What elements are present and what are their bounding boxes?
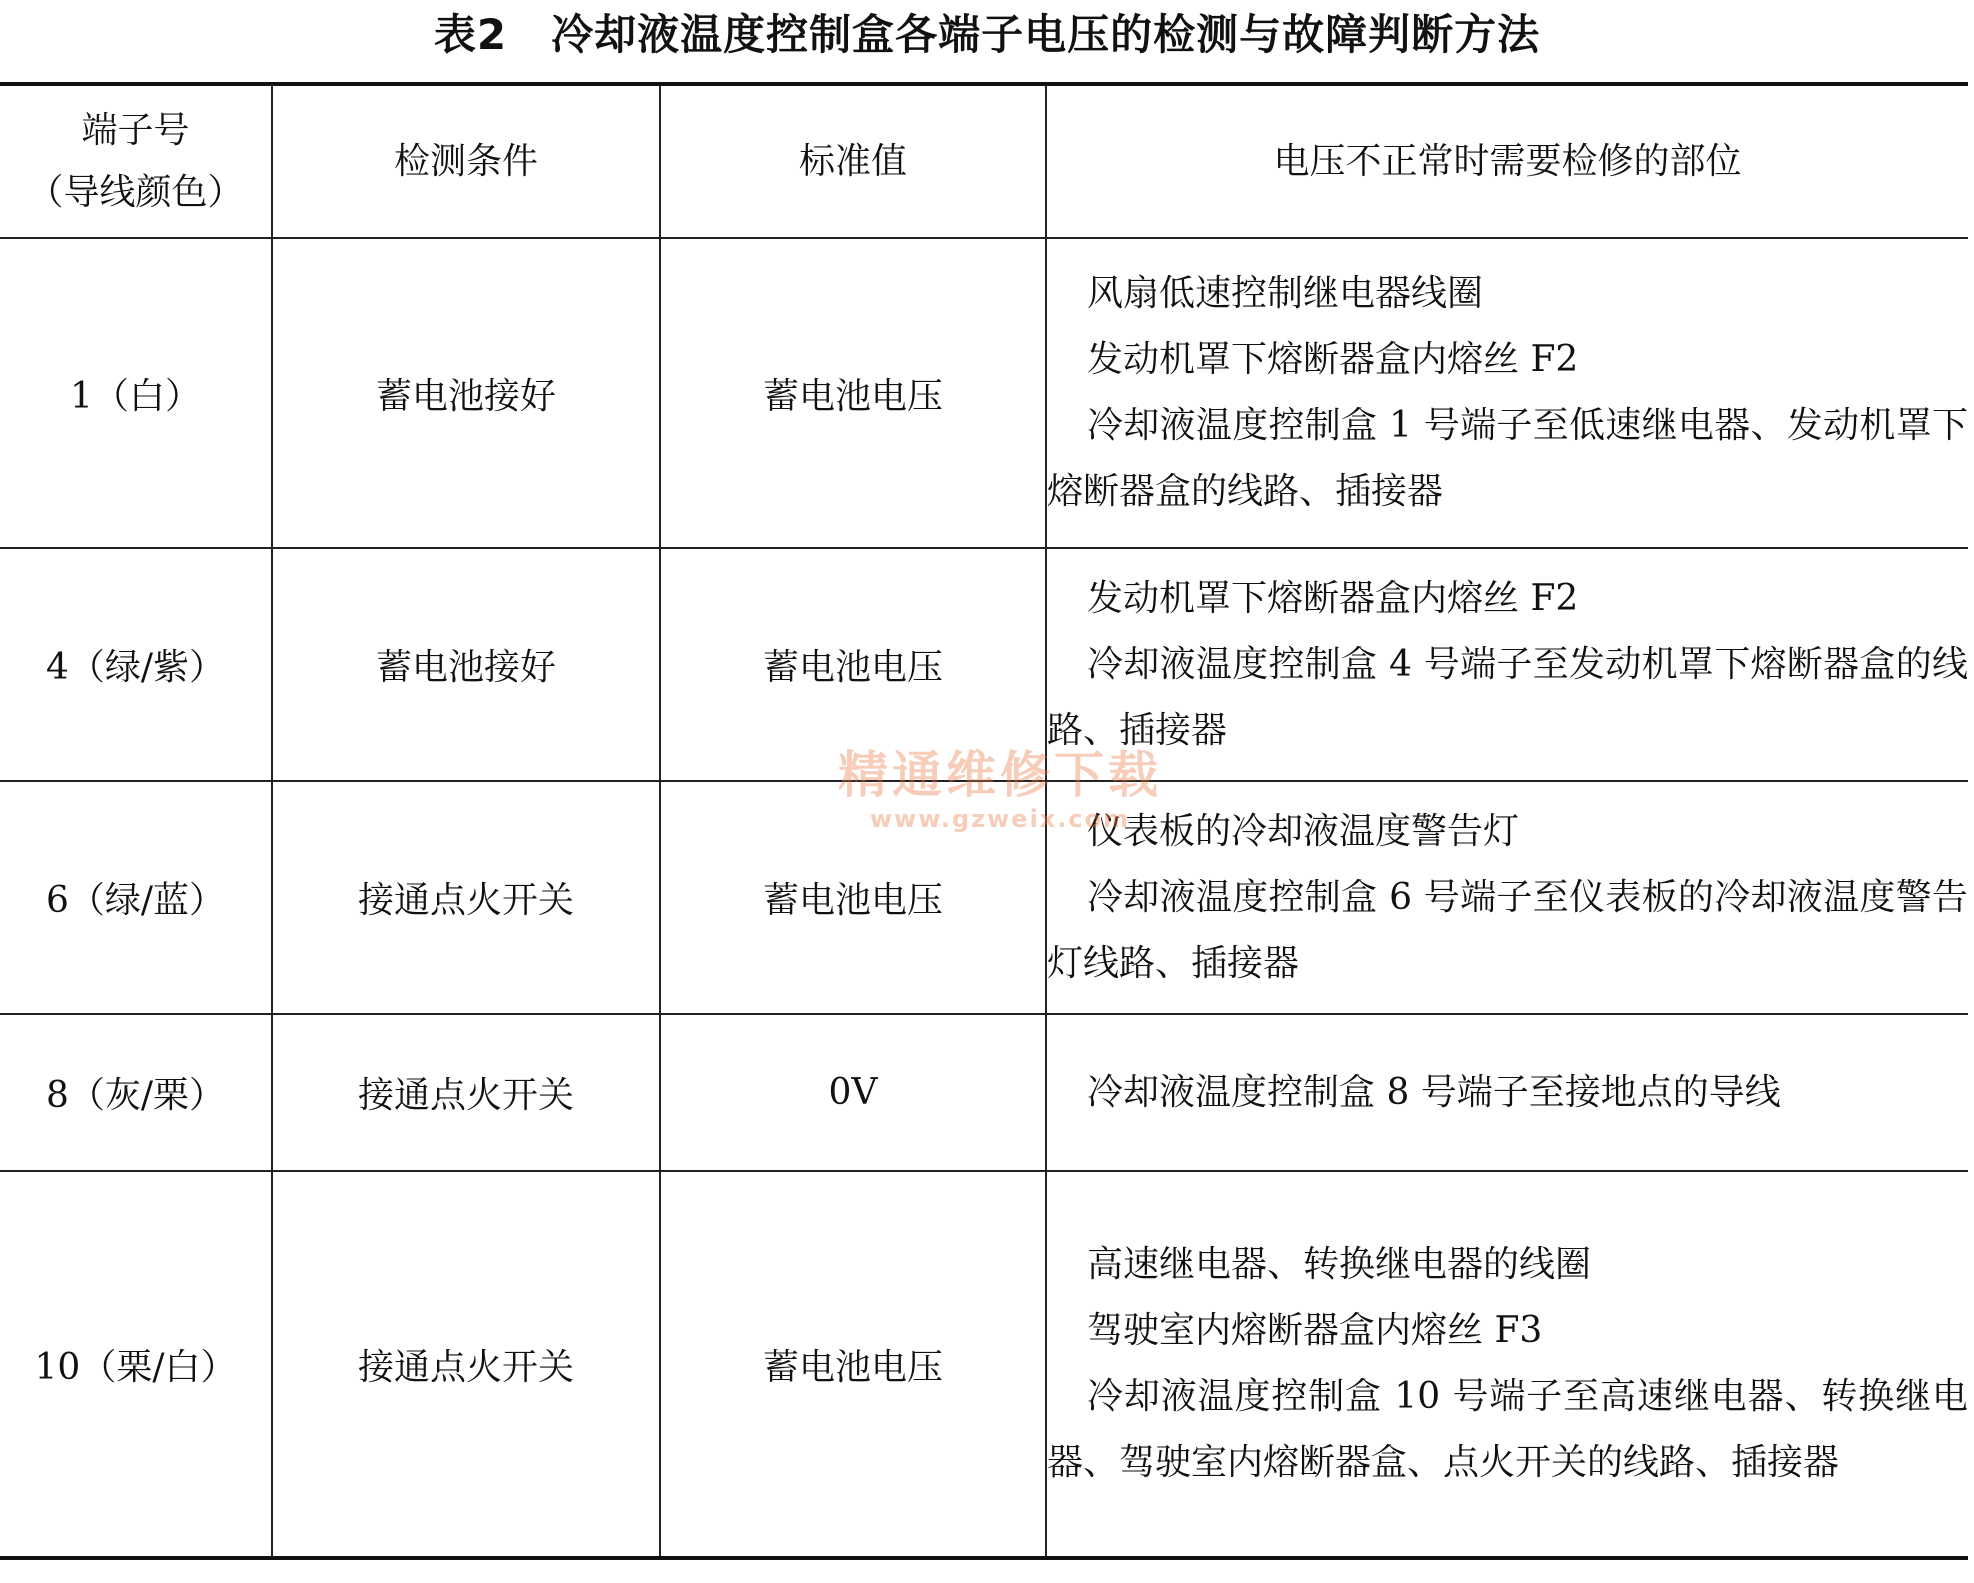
cell-repair [1046,1171,1968,1558]
header-terminal-line2: （导线颜色） [27,171,244,213]
table-title-label: 表2 [433,10,508,59]
cell-terminal: 4（绿/紫） [0,548,272,781]
cell-standard: 蓄电池电压 [660,1171,1046,1558]
repair-item: 冷却液温度控制盒 4 号端子至发动机罩下熔断器盒的线路、插接器 [1047,643,1968,751]
cell-standard: 蓄电池电压 [660,238,1046,548]
voltage-diagnosis-table [0,82,1968,1560]
cell-repair [1046,1014,1968,1171]
cell-standard: 蓄电池电压 [660,781,1046,1014]
cell-condition: 蓄电池接好 [272,548,660,781]
header-terminal [0,84,272,238]
cell-standard: 0V [660,1014,1046,1171]
cell-repair [1046,238,1968,548]
cell-standard: 蓄电池电压 [660,548,1046,781]
repair-item: 发动机罩下熔断器盒内熔丝 F2 [1087,339,1579,380]
cell-condition: 接通点火开关 [272,1014,660,1171]
repair-item: 冷却液温度控制盒 8 号端子至接地点的导线 [1087,1071,1781,1113]
table-title-text: 冷却液温度控制盒各端子电压的检测与故障判断方法 [551,10,1541,59]
cell-terminal: 6（绿/蓝） [0,781,272,1014]
header-repair: 电压不正常时需要检修的部位 [1046,84,1968,238]
cell-terminal: 10（栗/白） [0,1171,272,1558]
cell-terminal: 8（灰/栗） [0,1014,272,1171]
repair-item: 仪表板的冷却液温度警告灯 [1087,810,1520,852]
header-terminal-line1: 端子号 [81,109,190,151]
cell-terminal: 1（白） [0,238,272,548]
table-row [0,1171,1968,1558]
header-condition: 检测条件 [272,84,660,238]
repair-item: 风扇低速控制继电器线圈 [1087,273,1484,314]
table-header-row [0,84,1968,238]
repair-item: 冷却液温度控制盒 1 号端子至低速继电器、发动机罩下熔断器盒的线路、插接器 [1047,405,1968,512]
cell-condition: 接通点火开关 [272,781,660,1014]
repair-item: 高速继电器、转换继电器的线圈 [1087,1244,1592,1285]
header-standard: 标准值 [660,84,1046,238]
cell-repair [1046,548,1968,781]
cell-condition: 蓄电池接好 [272,238,660,548]
cell-condition: 接通点火开关 [272,1171,660,1558]
table-title [0,8,1974,62]
table-row [0,238,1968,548]
cell-repair [1046,781,1968,1014]
table-row [0,1014,1968,1171]
table-row [0,781,1968,1014]
watermark-url: www.gzweix.com [869,805,1131,833]
watermark-text: 精通维修下载 [838,746,1162,804]
table-row [0,548,1968,781]
repair-item: 冷却液温度控制盒 6 号端子至仪表板的冷却液温度警告灯线路、插接器 [1047,876,1968,984]
repair-item: 发动机罩下熔断器盒内熔丝 F2 [1087,577,1579,619]
repair-item: 驾驶室内熔断器盒内熔丝 F3 [1087,1310,1543,1351]
repair-item: 冷却液温度控制盒 10 号端子至高速继电器、转换继电器、驾驶室内熔断器盒、点火开关的线路、插接器 [1047,1376,1968,1483]
